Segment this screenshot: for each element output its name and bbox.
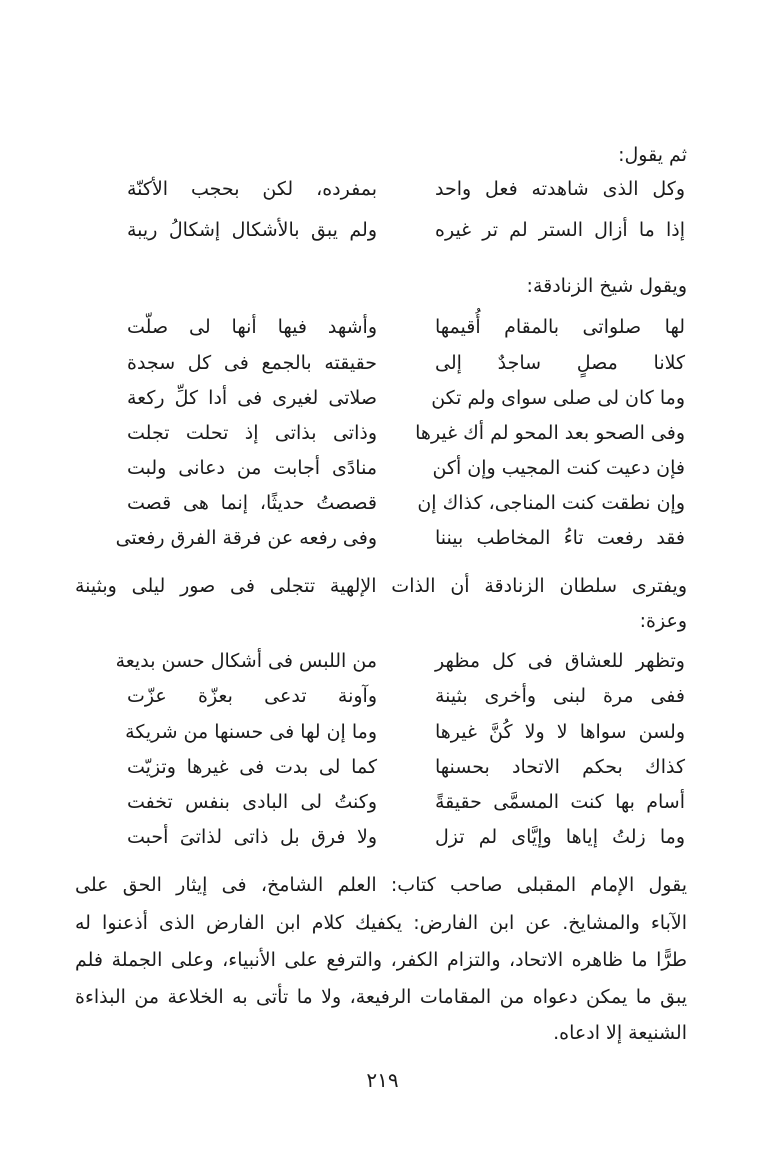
verse-hemistich-right: وإن نطقت كنت المناجى، كذاك إن (417, 492, 685, 514)
verse-hemistich-right: فقد رفعت تاءُ المخاطب بيننا (435, 527, 685, 549)
prose-line: الشنيعة إلا ادعاه. (553, 1022, 687, 1044)
prose-line: يقول الإمام المقبلى صاحب كتاب: العلم الشامخ، فى إيثار الحق على (75, 874, 687, 896)
verse-hemistich-left: كما لى بدت فى غيرها وتزيّت (127, 756, 377, 778)
intro-text-1: ثم يقول: (618, 144, 687, 166)
verse-hemistich-left: وما إن لها فى حسنها من شريكة (125, 721, 377, 743)
verse-hemistich-left: ولم يبق بالأشكال إشكالُ ريبة (127, 219, 377, 241)
verse-hemistich-right: وكل الذى شاهدته فعل واحد (435, 178, 685, 200)
intro-text-3: ويفترى سلطان الزنادقة أن الذات الإلهية تتجلى فى صور ليلى وبثينة (75, 575, 687, 597)
prose-line: يبق ما يمكن دعواه من المقامات الرفيعة، ولا ما تأتى به الخلاعة من البذاءة (75, 986, 687, 1008)
verse-hemistich-right: وتظهر للعشاق فى كل مظهر (435, 650, 685, 672)
verse-hemistich-right: أسام بها كنت المسمَّى حقيقةً (435, 791, 685, 813)
prose-line: طرًّا ما ظاهره الاتحاد، والتزام الكفر، والترفع على الأنبياء، وعلى الجملة فلم (75, 949, 687, 971)
verse-hemistich-left: صلاتى لغيرى فى أدا كلِّ ركعة (127, 387, 377, 409)
verse-hemistich-right: كذاك بحكم الاتحاد بحسنها (435, 756, 685, 778)
verse-hemistich-left: منادًى أجابت من دعانى ولبت (127, 457, 377, 479)
verse-hemistich-right: إذا ما أزال الستر لم تر غيره (435, 219, 685, 241)
verse-hemistich-left: ولا فرق بل ذاتى لذاتىَ أحبت (127, 826, 377, 848)
verse-hemistich-right: لها صلواتى بالمقام أُقيمها (435, 316, 685, 338)
verse-hemistich-right: ولسن سواها لا ولا كُنَّ غيرها (435, 721, 685, 743)
verse-hemistich-left: وآونة تدعى بعزّة عزّت (127, 685, 377, 707)
verse-hemistich-left: بمفرده، لكن بحجب الأكنّة (127, 178, 377, 200)
verse-hemistich-right: ففى مرة لبنى وأخرى بثينة (435, 685, 685, 707)
verse-hemistich-right: كلانا مصلٍ ساجدٌ إلى (435, 352, 685, 374)
verse-hemistich-left: وفى رفعه عن فرقة الفرق رفعتى (115, 527, 377, 549)
verse-hemistich-left: وكنتُ لى البادى بنفس تخفت (127, 791, 377, 813)
page-number: ٢١٩ (366, 1068, 399, 1092)
verse-hemistich-left: قصصتُ حديثًا، إنما هى قصت (127, 492, 377, 514)
verse-hemistich-left: وأشهد فيها أنها لى صلّت (127, 316, 377, 338)
intro-text-3-cont: وعزة: (639, 610, 687, 632)
intro-text-2: ويقول شيخ الزنادقة: (526, 275, 687, 297)
verse-hemistich-right: فإن دعيت كنت المجيب وإن أكن (432, 457, 685, 479)
verse-hemistich-right: وما كان لى صلى سواى ولم تكن (431, 387, 685, 409)
verse-hemistich-right: وما زلتُ إياها وإيَّاى لم تزل (435, 826, 685, 848)
prose-line: الآباء والمشايخ. عن ابن الفارض: يكفيك كلام ابن الفارض الذى أذعنوا له (75, 912, 687, 934)
verse-hemistich-left: وذاتى بذاتى إذ تحلت تجلت (127, 422, 377, 444)
verse-hemistich-left: من اللبس فى أشكال حسن بديعة (115, 650, 377, 672)
verse-hemistich-left: حقيقته بالجمع فى كل سجدة (127, 352, 377, 374)
verse-hemistich-right: وفى الصحو بعد المحو لم أك غيرها (415, 422, 685, 444)
